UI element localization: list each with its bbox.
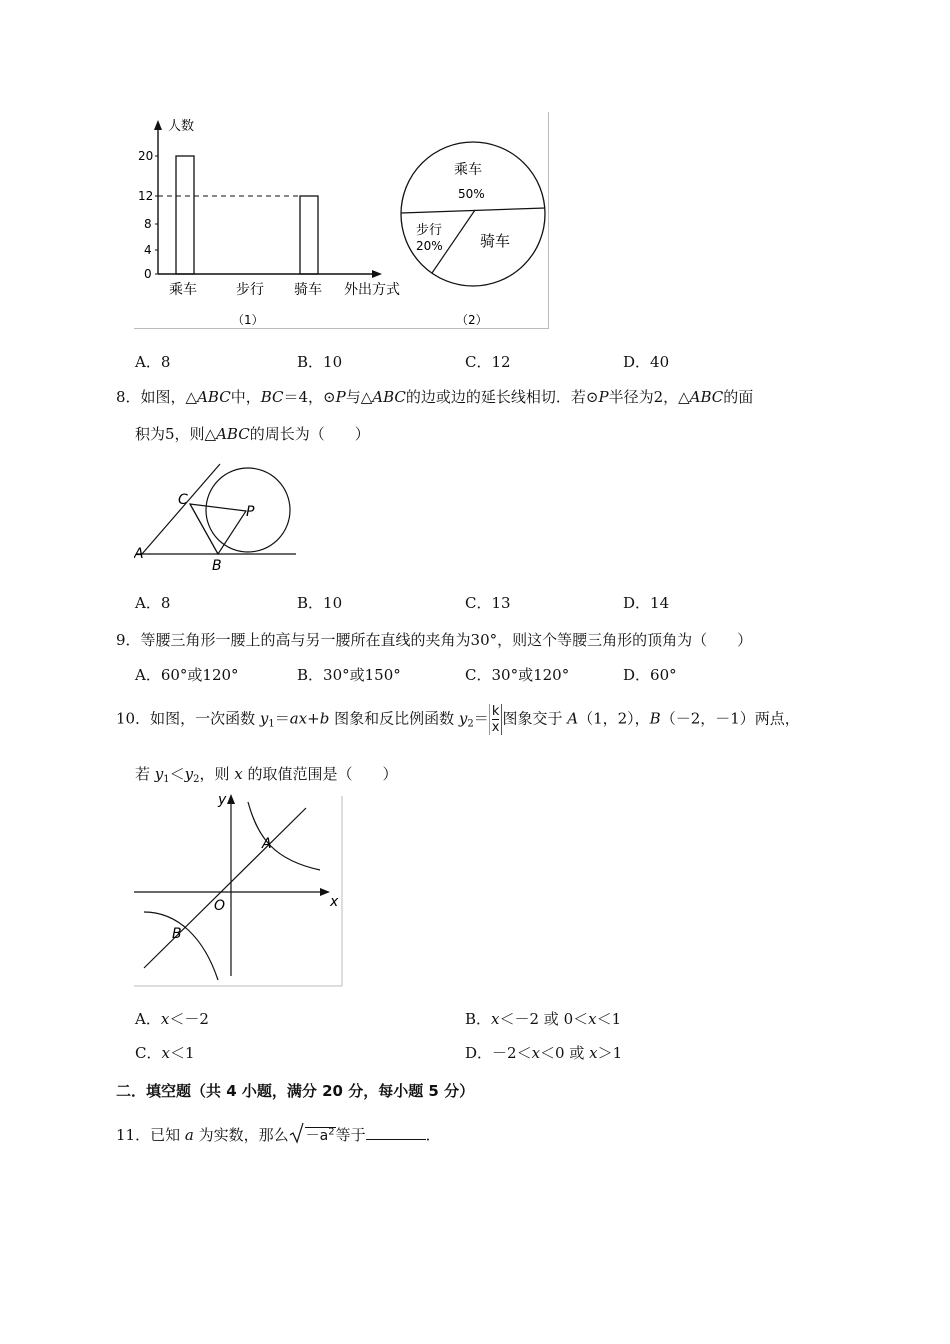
- q10-option-a[interactable]: A．x＜－2: [135, 1010, 209, 1028]
- q8-option-a[interactable]: A．8: [135, 594, 171, 612]
- q7-option-b[interactable]: B．10: [297, 353, 343, 371]
- q9-stem: 9．等腰三角形一腰上的高与另一腰所在直线的夹角为30°，则这个等腰三角形的顶角为（ ）: [116, 631, 753, 649]
- q11-stem: 11．已知 a 为实数，那么 $-a^2$等于 ．: [116, 1122, 441, 1145]
- q10-option-c[interactable]: C．x＜1: [135, 1044, 195, 1062]
- q7-option-a[interactable]: A．8: [135, 353, 171, 371]
- q10-hyperbola-q1: [248, 802, 320, 870]
- q10-label-b: B: [172, 926, 182, 942]
- q9-option-c[interactable]: C．30°或120°: [465, 666, 570, 684]
- pie-label-buxing: 步行: [416, 223, 443, 238]
- pie-caption: （2）: [456, 313, 488, 327]
- q10-label-y: y: [218, 792, 227, 808]
- pie-pct-buxing: 20%: [416, 239, 443, 253]
- q8-label-c: C: [178, 492, 188, 508]
- q8-option-c[interactable]: C．13: [465, 594, 511, 612]
- q8-option-b[interactable]: B．10: [297, 594, 343, 612]
- bar-xlabel: 外出方式: [344, 282, 400, 298]
- q9-option-b[interactable]: B．30°或150°: [297, 666, 401, 684]
- q10-y-arrow: [227, 794, 235, 804]
- q7-option-c[interactable]: C．12: [465, 353, 511, 371]
- q7-pie-chart: [400, 112, 548, 328]
- bar-x-arrow: [372, 270, 382, 278]
- q10-label-o: O: [214, 898, 226, 914]
- q8-label-a: A: [134, 546, 144, 562]
- q8-line-cb: [190, 504, 218, 554]
- section-2-title: 二．填空题（共 4 小题，满分 20 分，每小题 5 分）: [116, 1082, 475, 1100]
- q10-figure: [134, 788, 344, 988]
- q8-option-d[interactable]: D．14: [623, 594, 670, 612]
- bar-ytick-4: 4: [144, 243, 152, 257]
- q11-sqrt-sign: [289, 1122, 305, 1144]
- bar-caption: （1）: [232, 313, 264, 327]
- q8-label-p: P: [246, 504, 255, 520]
- q11-answer-blank[interactable]: [366, 1127, 426, 1140]
- bar-cat-buxing: 步行: [236, 282, 264, 298]
- q10-option-d[interactable]: D．－2＜x＜0 或 x＞1: [465, 1044, 623, 1062]
- q7-option-d[interactable]: D．40: [623, 353, 670, 371]
- bar-ylabel: 人数: [168, 119, 195, 134]
- q8-label-b: B: [212, 558, 222, 574]
- q8-line-ac-extended: [142, 464, 220, 554]
- pie-label-qiche: 骑车: [480, 232, 511, 250]
- bar-ytick-8: 8: [144, 217, 152, 231]
- q9-option-d[interactable]: D．60°: [623, 666, 677, 684]
- q10-label-x: x: [330, 894, 339, 910]
- q8-triangle-cbp: [190, 504, 246, 554]
- pie-label-chengche: 乘车: [454, 162, 482, 178]
- q10-line-y1: [144, 808, 306, 968]
- bar-chengche: [176, 156, 194, 274]
- q10-stem-line2: 若 $y_1<y_2$，则 x 的取值范围是（ ）: [135, 765, 398, 785]
- bar-ytick-20: 20: [138, 149, 154, 163]
- q10-option-b[interactable]: B．x＜－2 或 0＜x＜1: [465, 1010, 622, 1028]
- bar-qiche: [300, 196, 318, 274]
- q10-stem-line1: 10．如图，一次函数 $y_1=ax+b$ 图象和反比例函数 $y_2=$ $\frac{k}{x}$图象交于 A（1，2），B（－2，－1）两点，: [116, 704, 800, 735]
- q8-stem-line2: 积为5，则△ABC的周长为（ ）: [135, 425, 370, 443]
- pie-pct-chengche: 50%: [458, 187, 485, 201]
- bar-ytick-12: 12: [138, 189, 154, 203]
- bar-cat-chengche: 乘车: [169, 282, 197, 298]
- q8-stem-line1: 8．如图，△ABC中，BC＝4，⊙P与△ABC的边或边的延长线相切．若⊙P半径为2，△ABC的面: [116, 388, 754, 406]
- q9-option-a[interactable]: A．60°或120°: [135, 666, 239, 684]
- bar-cat-qiche: 骑车: [294, 282, 322, 298]
- bar-y-arrow: [154, 120, 162, 130]
- bar-ytick-0: 0: [144, 267, 152, 281]
- q8-figure: [134, 462, 300, 574]
- q10-hyperbola-q3: [144, 912, 218, 980]
- q7-bar-chart: [134, 112, 414, 328]
- q10-fraction-k-over-x: $\frac{k}{x}$: [489, 704, 503, 735]
- q10-x-arrow: [320, 888, 330, 896]
- q11-radicand: $-a^2$: [305, 1126, 335, 1144]
- q10-label-a: A: [262, 836, 272, 852]
